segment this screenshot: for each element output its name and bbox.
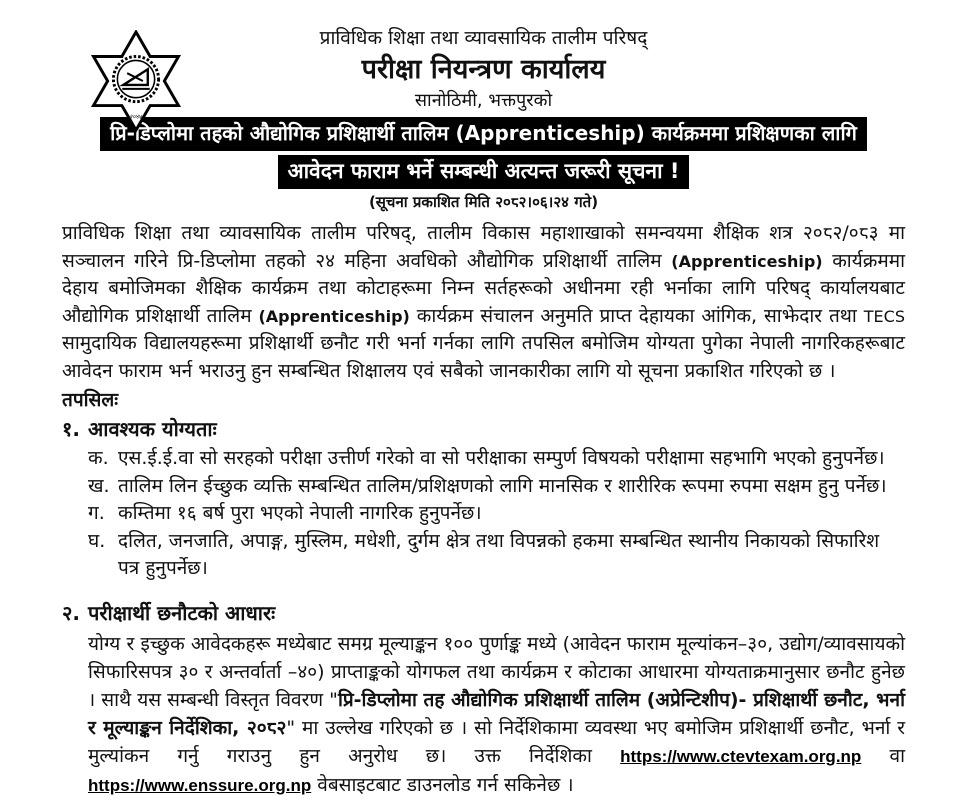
item-text: तालिम लिन ईच्छुक व्यक्ति सम्बन्धित तालिम/प्रशिक्षणको लागि मानसिक र शारीरिक रूपमा रुपमा सक्षम हुनु पर्नेछ। (118, 474, 887, 497)
logo-year-text: २०४५ (129, 114, 143, 121)
text-segment: वा (861, 744, 906, 767)
item-label: घ. (88, 529, 106, 552)
item-text: एस.ई.ई.वा सो सरहको परीक्षा उत्तीर्ण गरेको वा सो परीक्षाका सम्पुर्ण विषयको परीक्षामा सहभागि भएको हुनुपर्नेछ। (118, 447, 885, 469)
org-parent-name: प्राविधिक शिक्षा तथा व्यावसायिक तालीम परिषद् (319, 27, 648, 49)
section-1-title: आवश्यक योग्यताः (88, 417, 217, 441)
section-1-number: १. (62, 417, 80, 441)
doc-link[interactable]: https://www.enssure.org.np (88, 775, 312, 795)
text-segment: वेबसाइटबाट डाउनलोड गर्न सकिनेछ । (311, 773, 574, 796)
section-2-paragraph (62, 630, 905, 800)
notice-banner (62, 117, 905, 189)
intro-paragraph (62, 220, 905, 385)
ctevt-star-emblem-icon (86, 30, 186, 136)
qualification-item (62, 500, 905, 528)
text-segment: प्राविधिक शिक्षा तथा व्यावसायिक तालीम परिषद्, तालीम विकास महाशाखाको समन्वयमा शैक्षिक शत्र २०८२/०८३ मा सञ्चालन गरिने प्रि-डिप्लोमा तहको २४ महिना अवधिको औद्योगिक प्रशिक्षार्थी तालिम (62, 222, 905, 272)
published-date: (सूचना प्रकाशित मिति २०८२।०६।२४ गते) (368, 193, 599, 211)
text-segment: कार्यक्रम संचालन अनुमति प्राप्त देहायका आंगिक, साझेदार तथा (409, 304, 864, 327)
section-1-heading (62, 415, 905, 444)
item-text: दलित, जनजाति, अपाङ्ग, मुस्लिम, मधेशी, दुर्गम क्षेत्र तथा विपन्नको हकमा सम्बन्धित स्थानीय निकायको सिफारिश पत्र हुनुपर्नेछ। (118, 529, 880, 579)
item-label: ग. (88, 502, 105, 524)
text-segment: कार्यक्रममा देहाय बमोजिमका शैक्षिक कार्यक्रम तथा कोटाहरूमा निम्न सर्तहरूको अधीनमा रही भर्नाका लागि परिषद् कार्यालयबाट औद्योगिक प्रशिक्षार्थी तालिम (62, 249, 905, 327)
text-segment: योग्य र इच्छुक आवेदकहरू मध्येबाट समग्र मूल्याङ्कन १०० पुर्णाङ्क मध्ये (आवेदन फाराम मूल्यांकन–३०, उद्योग/व्यावसायको सिफारिसपत्र ३० र अन्तर्वार्ता –४०) प्राप्ताङ्कको योगफल तथा कार्यक्रम र कोटाका आधारमा योग्यताक्रमानुसार छनौट हुनेछ । साथै यस सम्बन्धी विस्तृत विवरण " (88, 632, 905, 711)
item-label: ख. (88, 474, 110, 497)
section-qualifications (62, 415, 905, 583)
qualification-list (62, 445, 905, 583)
text-segment: (Apprenticeship) (258, 306, 410, 326)
text-segment: सामुदायिक विद्यालयहरूमा प्रशिक्षार्थी छनौट गरी भर्ना गर्नका लागि तपसिल बमोजिम योग्यता पुगेका नेपाली नागरिकहरूबाट आवेदन फाराम भर्न भराउनु हुन सम्बन्धित शिक्षालय एवं सबैको जानकारीका लागि यो सूचना प्रकाशित गरिएको छ । (62, 332, 905, 382)
qualification-item (62, 445, 905, 473)
qualification-item (62, 528, 905, 583)
office-address: सानोठिमी, भक्तपुरको (414, 90, 553, 111)
text-segment: TECS (863, 306, 905, 326)
tapasil-heading: तपसिलः (62, 389, 119, 411)
item-label: क. (88, 447, 109, 469)
section-selection-basis (62, 599, 905, 800)
office-name: परीक्षा नियन्त्रण कार्यालय (361, 54, 606, 85)
section-2-heading (62, 599, 905, 628)
item-text: कम्तिमा १६ बर्ष पुरा भएको नेपाली नागरिक हुनुपर्नेछ। (118, 502, 482, 524)
text-segment: प्रि-डिप्लोमा तह औद्योगिक प्रशिक्षार्थी तालिम (अप्रेन्टिशीप)- प्रशिक्षार्थी छनौट, भर्ना र मूल्याङ्कन निर्देशिका, २०८२ (88, 688, 906, 739)
text-segment: (Apprenticeship) (671, 251, 823, 271)
banner-title-line2: आवेदन फाराम भर्ने सम्बन्धी अत्यन्त जरूरी सूचना ! (278, 155, 690, 189)
text-segment: " मा उल्लेख गरिएको छ । सो निर्देशिकामा व्यवस्था भए बमोजिम प्रशिक्षार्थी छनौट, भर्ना र मुल्यांकन गर्नु गराउनु हुन अनुरोध छ। उक्त निर्देशिका (88, 716, 905, 767)
banner-title-line1: प्रि-डिप्लोमा तहको औद्योगिक प्रशिक्षार्थी तालिम (Apprenticeship) कार्यक्रममा प्रशिक्षणका लागि (100, 117, 867, 151)
section-2-number: २. (62, 600, 80, 625)
letterhead (62, 26, 905, 112)
section-2-title: परीक्षार्थी छनौटको आधारः (88, 600, 276, 625)
qualification-item (62, 473, 905, 501)
ctevt-logo (86, 30, 186, 136)
doc-link[interactable]: https://www.ctevtexam.org.np (620, 746, 862, 766)
